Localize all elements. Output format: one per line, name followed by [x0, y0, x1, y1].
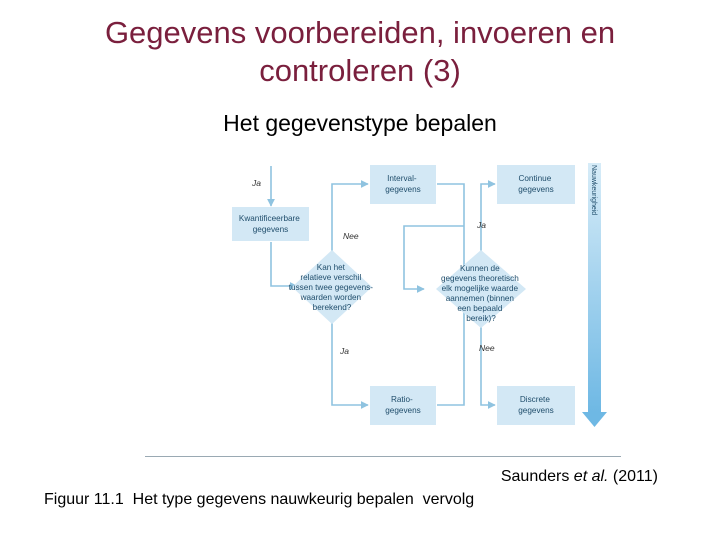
node-continue-gegevens	[497, 165, 575, 204]
figure-caption: Figuur 11.1 Het type gegevens nauwkeurig bepalen vervolg	[44, 491, 475, 508]
connector-to-vraag-relatief	[271, 242, 297, 286]
connector-to-ratio	[332, 318, 368, 405]
nauwkeurigheid-scale-arrow	[582, 163, 607, 427]
connector-to-interval	[332, 184, 368, 256]
node-text: Continue gegevens	[518, 174, 554, 194]
node-text: Kwantificeerbare gegevens	[238, 214, 300, 234]
connector-interval-down	[437, 184, 464, 226]
slide-title-line-2: controleren (3)	[259, 53, 461, 88]
connector-ratio-up	[437, 226, 464, 405]
scale-label: Nauwkeurigheid	[590, 165, 597, 216]
edge-label-ja-right: Ja	[477, 220, 486, 230]
node-text: Kan het relatieve verschil tussen twee gegevens- waarden worden berekend?	[288, 263, 373, 312]
node-text: Discrete gegevens	[518, 395, 554, 415]
node-text: Interval- gegevens	[385, 174, 421, 194]
flowchart-diagram	[222, 160, 607, 432]
edge-label-nee-left: Nee	[343, 231, 359, 241]
edge-label-start-ja: Ja	[252, 178, 261, 188]
node-ratiogegevens	[370, 386, 436, 425]
source-citation	[501, 468, 658, 486]
source-author: Saunders	[500, 468, 574, 485]
slide-title-line-1: Gegevens voorbereiden, invoeren en	[104, 15, 616, 50]
node-vraag-theoretisch	[436, 250, 526, 328]
edge-label-nee-right: Nee	[479, 343, 495, 353]
footer-divider	[145, 456, 621, 457]
edge-label-ja-left: Ja	[340, 346, 349, 356]
slide-title	[40, 14, 680, 90]
connector-to-discrete	[481, 324, 495, 405]
node-text: Kunnen de gegevens theoretisch elk mogelijke waarde aannemen (binnen een bepaald bereik)?	[440, 264, 519, 323]
node-vraag-relatief-verschil	[289, 250, 375, 324]
slide-subtitle: Het gegevenstype bepalen	[223, 110, 497, 136]
node-intervalgegevens	[370, 165, 436, 204]
source-et-al: et al.	[573, 468, 609, 485]
node-discrete-gegevens	[497, 386, 575, 425]
node-kwantificeerbare-gegevens	[232, 207, 309, 241]
source-year: (2011)	[608, 468, 658, 485]
node-text: Ratio- gegevens	[385, 395, 421, 415]
